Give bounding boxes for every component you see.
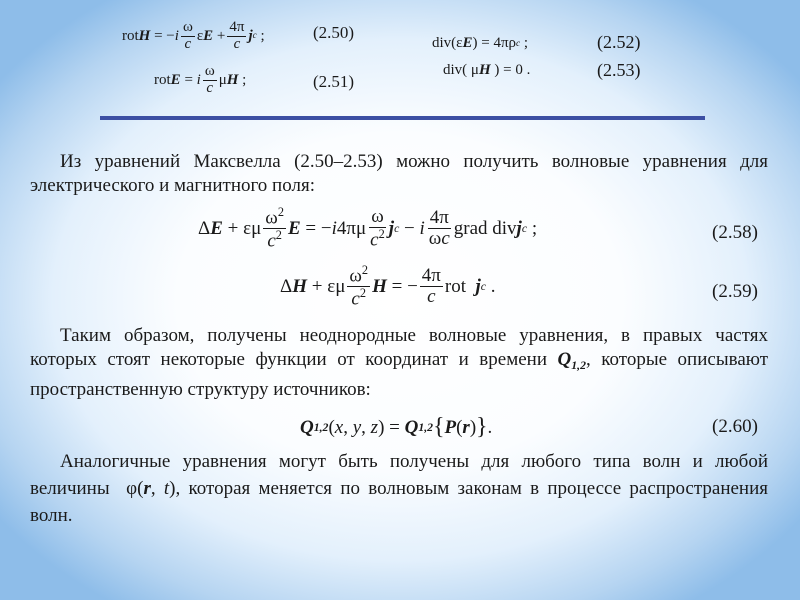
- eq-number-2-58: (2.58): [712, 222, 758, 243]
- eq-number-2-52: (2.52): [597, 32, 641, 52]
- eq-number-2-51: (2.51): [313, 72, 355, 91]
- eq-number-2-60: (2.60): [712, 416, 758, 437]
- eq-number-2-53: (2.53): [597, 60, 641, 80]
- paragraph-2-tail: , которые описывают пространственную структуру источников:: [30, 349, 768, 401]
- formula-2-51: rot E = i $\frac{\omega}{c}$ μ H ;: [154, 63, 247, 96]
- paragraph-3-tail: , которая меняется по волновым законам в процессе распространения волн.: [30, 478, 769, 526]
- eq-number-2-59: (2.59): [712, 281, 758, 302]
- paragraph-2: [30, 324, 768, 402]
- formula-2-59: Δ H + εμ $\frac{\omega^2}{c^2}$ H = − $\frac{4\pi}{c}$ rot j c .: [280, 263, 496, 310]
- formula-2-60: Q 1,2 ( x , y , z ) = Q 1,2 { P ( r ) } .: [300, 414, 493, 440]
- divider-line: [100, 116, 705, 120]
- q12-symbol: $Q_{1,2}$: [557, 349, 586, 373]
- formula-2-53: div( μ H ) = 0 .: [443, 62, 531, 78]
- phi-symbol: φ(r, t): [126, 478, 176, 499]
- eq-number-2-50: (2.50): [313, 23, 355, 42]
- paragraph-3: [30, 448, 768, 529]
- paragraph-1-text: Из уравнений Максвелла (2.50–2.53) можно получить волновые уравнения для электрического и магнитного поля:: [30, 151, 768, 196]
- paragraph-3-text: Аналогичные уравнения могут быть получены для любого типа волн и любой величины: [30, 451, 768, 499]
- paragraph-2-text: Таким образом, получены неоднородные волновые уравнения, в правых частях которых стоят некоторые функции от координат и времени: [30, 325, 768, 370]
- paragraph-1: [30, 150, 768, 198]
- formula-2-58: Δ E + εμ $\frac{\omega^2}{c^2}$ E = − i 4πμ $\frac{\omega}{c^2}$ j c − i $\frac{4\pi}{\omega c}$ grad div j c ;: [198, 205, 538, 252]
- formula-2-52: div(ε E ) = 4πρ c ;: [432, 35, 529, 51]
- formula-2-50: rot H = − i $\frac{\omega}{c}$ ε E + $\frac{4\pi}{c}$ j c ;: [122, 19, 265, 52]
